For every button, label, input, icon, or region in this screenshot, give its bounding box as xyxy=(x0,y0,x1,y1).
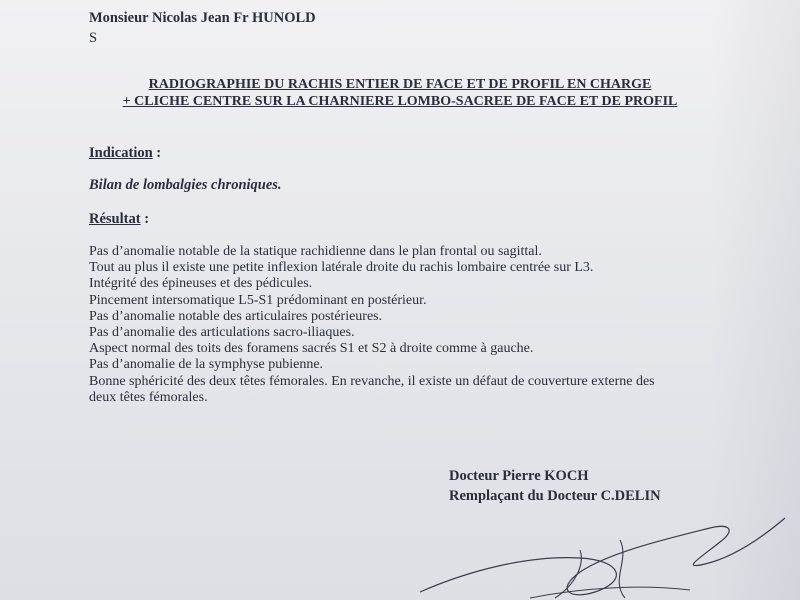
finding-line: Pincement intersomatique L5-S1 prédominant en postérieur. xyxy=(89,292,427,308)
finding-line: Pas d’anomalie des articulations sacro-iliaques. xyxy=(89,325,355,341)
resultat-label: Résultat xyxy=(89,211,141,227)
doctor-role: Remplaçant du Docteur C.DELIN xyxy=(449,488,661,504)
finding-line: Bonne sphéricité des deux têtes fémorales. En revanche, il existe un défaut de couverture externe des xyxy=(89,373,655,389)
indication-text: Bilan de lombalgies chroniques. xyxy=(89,177,282,193)
patient-sub: S xyxy=(89,30,98,46)
finding-line: Pas d’anomalie de la symphyse pubienne. xyxy=(89,357,324,373)
patient-name: Monsieur Nicolas Jean Fr HUNOLD xyxy=(89,10,316,26)
finding-line: deux têtes fémorales. xyxy=(89,389,208,405)
finding-line: Aspect normal des toits des foramens sacrés S1 et S2 à droite comme à gauche. xyxy=(89,341,534,357)
findings-list xyxy=(89,244,729,406)
exam-title xyxy=(0,76,800,110)
indication-heading xyxy=(89,145,161,162)
resultat-colon: : xyxy=(140,211,150,227)
finding-line: Intégrité des épineuses et des pédicules. xyxy=(89,276,313,292)
finding-line: Pas d’anomalie notable de la statique rachidienne dans le plan frontal ou sagittal. xyxy=(89,244,542,259)
indication-colon: : xyxy=(152,145,162,161)
patient-block xyxy=(89,8,316,48)
signature-drawing xyxy=(380,500,800,600)
exam-title-line-2: + CLICHE CENTRE SUR LA CHARNIERE LOMBO-SACREE DE FACE ET DE PROFIL xyxy=(122,94,678,109)
exam-title-line-1: RADIOGRAPHIE DU RACHIS ENTIER DE FACE ET DE PROFIL EN CHARGE xyxy=(148,77,652,92)
indication-label: Indication xyxy=(89,145,153,161)
doctor-name: Docteur Pierre KOCH xyxy=(449,468,589,484)
finding-line: Pas d’anomalie notable des articulaires postérieures. xyxy=(89,308,383,324)
resultat-heading xyxy=(89,211,149,228)
finding-line: Tout au plus il existe une petite inflexion latérale droite du rachis lombaire centrée sur L3. xyxy=(89,260,594,276)
